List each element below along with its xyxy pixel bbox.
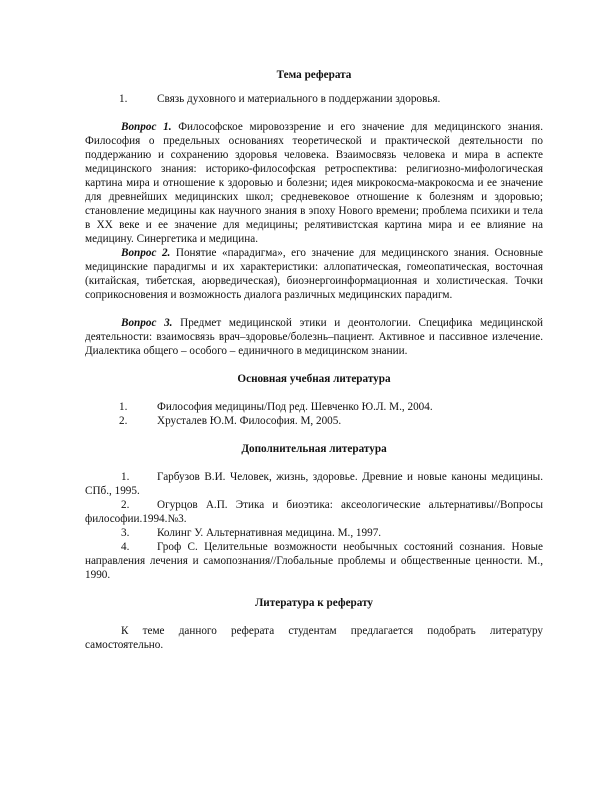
- question-1-label: Вопрос 1.: [121, 121, 172, 133]
- main-literature-item-number: 2.: [119, 415, 128, 427]
- extra-literature-item: [85, 470, 543, 498]
- extra-literature-item: [85, 540, 543, 582]
- extra-literature-heading: Дополнительная литература: [241, 443, 387, 455]
- topic-item-number: 1.: [119, 93, 128, 105]
- topic-item-text: Связь духовного и материального в поддержании здоровья.: [157, 93, 441, 105]
- main-literature-item: [85, 400, 543, 414]
- question-2-text: Понятие «парадигма», его значение для медицинского знания. Основные медицинские парадигмы и их характеристики: аллопатическая, гомеопатическая, восточная (китайская, тибетская, аюрведическая), биоэнергоинформационная и холистическая. Точки соприкосновения и возможность диалога различных медицинских парадигм.: [85, 247, 543, 301]
- extra-literature-item-number: 1.: [121, 471, 130, 483]
- question-3-text: Предмет медицинской этики и деонтологии. Специфика медицинской деятельности: взаимосвязь врач–здоровье/болезнь–пациент. Активное и пассивное излечение. Диалектика общего – особого – единичного в медицинском знании.: [85, 317, 543, 357]
- question-3: [85, 316, 543, 358]
- topic-heading: Тема реферата: [276, 69, 352, 81]
- extra-literature-item-text: Гарбузов В.И. Человек, жизнь, здоровье. Древние и новые каноны медицины. СПб., 1995.: [85, 471, 543, 497]
- question-1-text: Философское мировоззрение и его значение для медицинского знания. Философия о предельных основаниях теоретической и практической деятельности по поддержанию и сохранению здоровья человека. Взаимосвязь человека и мира в аспекте медицинского знания: историко-философская ретроспектива: религиозно-мифологическая картина мира и отношение к здоровью и болезни; идея микрокосма-макрокосма и ее значение для древнейших медицинских школ; средневековое отношение к болезням и здоровью; становление медицины как научного знания в эпоху Нового времени; проблема психики и тела в XX веке и ее значение для медицины; релятивистская картина мира и ее влияние на медицину. Синергетика и медицина.: [85, 121, 543, 245]
- extra-literature-item-text: Колинг У. Альтернативная медицина. М., 1997.: [157, 527, 382, 539]
- question-2: [85, 246, 543, 302]
- main-literature-item-number: 1.: [119, 401, 128, 413]
- main-literature-item-text: Хрусталев Ю.М. Философия. М, 2005.: [157, 415, 342, 427]
- question-2-label: Вопрос 2.: [121, 247, 171, 259]
- question-1: [85, 120, 543, 246]
- question-3-label: Вопрос 3.: [121, 317, 173, 329]
- main-literature-item-text: Философия медицины/Под ред. Шевченко Ю.Л. М., 2004.: [157, 401, 433, 413]
- extra-literature-item-text: Гроф С. Целительные возможности необычных состояний сознания. Новые направления лечения и самопознания//Глобальные проблемы и общественные ценности. М., 1990.: [85, 541, 543, 581]
- extra-literature-item: [85, 498, 543, 526]
- topic-item: [85, 92, 543, 106]
- extra-literature-item-number: 3.: [121, 527, 130, 539]
- main-literature-heading: Основная учебная литература: [237, 373, 391, 385]
- document-content: [85, 68, 543, 652]
- extra-literature-item-text: Огурцов А.П. Этика и биоэтика: аксеологические альтернативы//Вопросы философии.1994.№3.: [85, 499, 543, 525]
- extra-literature-item: [85, 526, 543, 540]
- extra-literature-item-number: 2.: [121, 499, 130, 511]
- essay-literature-heading: Литература к реферату: [254, 597, 374, 609]
- main-literature-item: [85, 414, 543, 428]
- extra-literature-item-number: 4.: [121, 541, 130, 553]
- essay-literature-text: К теме данного реферата студентам предлагается подобрать литературу самостоятельно.: [85, 625, 543, 651]
